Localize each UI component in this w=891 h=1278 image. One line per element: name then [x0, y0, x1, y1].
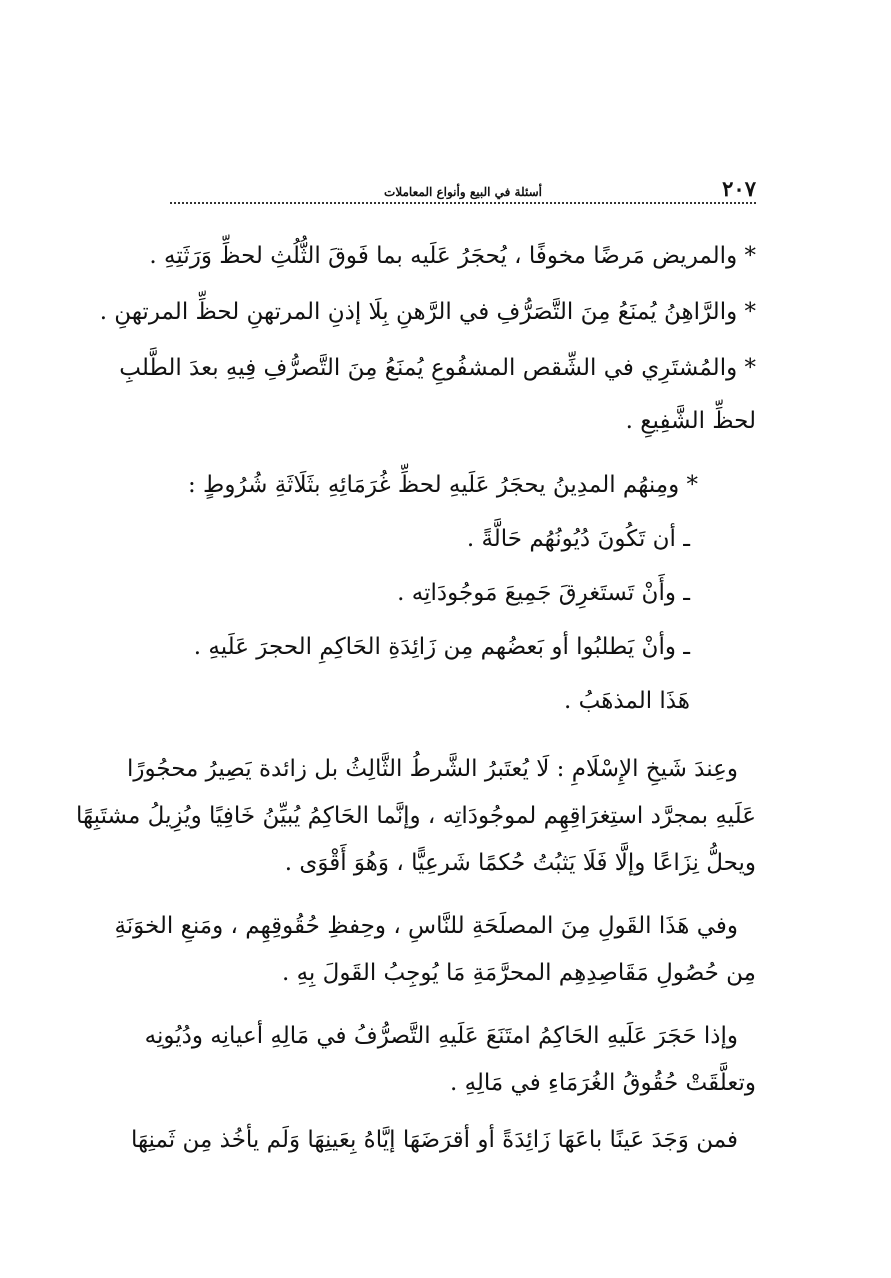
- text-line: ويحلُّ نِزَاعًا وإلَّا فَلَا يَثبُتُ حُكمًا شَرعِيًّا ، وَهُوَ أَقْوَى .: [284, 850, 756, 876]
- page-header: [170, 172, 756, 208]
- page-number: ٢٠٧: [722, 176, 756, 201]
- text-line: ـ وأنْ يَطلبُوا أو بَعضُهم مِن زَائِدَةِ الحَاكِمِ الحجرَ عَلَيهِ .: [193, 634, 690, 660]
- text-line: عَلَيهِ بمجرَّد استِغرَاقِهِم لموجُودَاتِه ، وإنَّما الحَاكِمُ يُبيِّنُ خَافِيًا ويُزِيلُ مشتَبِهًا: [76, 803, 756, 829]
- running-title: أسئلة في البيع وأنواع المعاملات: [384, 185, 542, 199]
- text-line: * والمُشتَرِي في الشِّقص المشفُوعِ يُمنَعُ مِنَ التَّصرُّفِ فِيهِ بعدَ الطَّلبِ: [119, 355, 756, 381]
- text-line: * والرَّاهِنُ يُمنَعُ مِنَ التَّصَرُّفِ في الرَّهنِ بِلَا إذنِ المرتهنِ لحظِّ المرتهنِ .: [99, 299, 756, 325]
- text-line: * والمريض مَرضًا مخوفًا ، يُحجَرُ عَلَيه بما فَوقَ الثُّلُثِ لحظِّ وَرَثَتِهِ .: [149, 243, 756, 269]
- text-line: وعِندَ شَيخِ الإِسْلَامِ : لَا يُعتَبرُ الشَّرطُ الثَّالِثُ بل زائدة يَصِيرُ محجُورًا: [126, 756, 738, 782]
- text-line: لحظِّ الشَّفِيعِ .: [625, 408, 756, 434]
- main-text: [76, 228, 756, 1164]
- text-line: وتعلَّقَتْ حُقُوقُ الغُرَمَاءِ في مَالِهِ .: [449, 1070, 756, 1096]
- header-divider: [170, 202, 756, 204]
- text-line: مِن حُصُولِ مَقَاصِدِهِم المحرَّمَةِ مَا يُوجِبُ القَولَ بِهِ .: [281, 960, 756, 986]
- text-line: ـ وأَنْ تَستَغرِقَ جَمِيعَ مَوجُودَاتِه .: [397, 580, 690, 606]
- text-line: وإذا حَجَرَ عَلَيهِ الحَاكِمُ امتَنَعَ عَلَيهِ التَّصرُّفُ في مَالِهِ أعيانِه ودُيُونِه: [144, 1023, 738, 1049]
- text-line: فمن وَجَدَ عَينًا باعَهَا زَائِدَةً أو أقرَضَهَا إيَّاهُ بِعَينِهَا وَلَم يأخُذ مِن ثَمنِهَا: [130, 1127, 738, 1153]
- text-line: هَذَا المذهَبُ .: [563, 688, 690, 714]
- text-line: وفي هَذَا القَولِ مِنَ المصلَحَةِ للنَّاسِ ، وحِفظِ حُقُوقِهِم ، ومَنعِ الخوَنَةِ: [114, 913, 738, 939]
- text-line: ـ أن تَكُونَ دُيُونُهُم حَالَّةً .: [466, 526, 690, 552]
- text-line: * ومِنهُم المدِينُ يحجَرُ عَلَيهِ لحظِّ غُرَمَائِهِ بثَلَاثَةِ شُرُوطٍ :: [188, 472, 698, 498]
